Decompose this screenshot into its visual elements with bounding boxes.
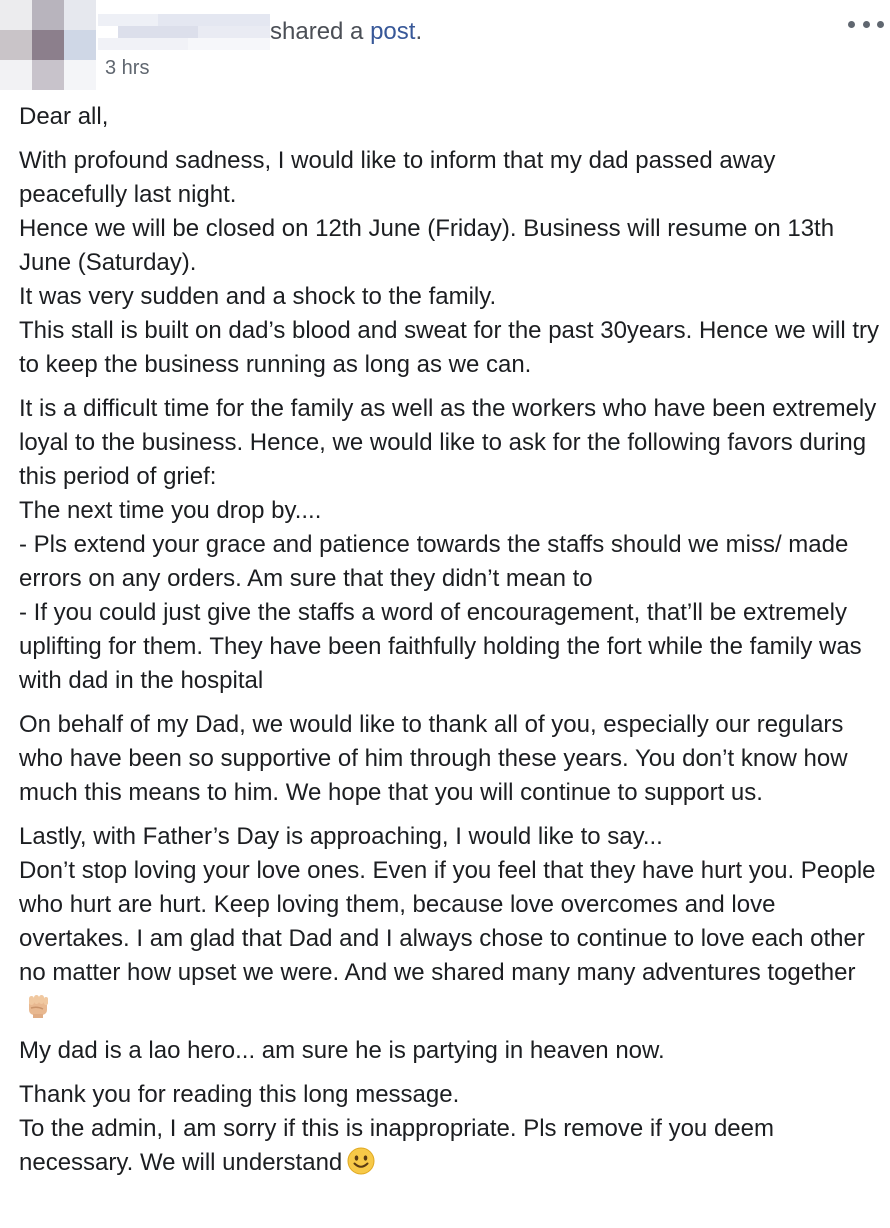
smiling-face-emoji-icon: [346, 1146, 376, 1176]
post-paragraph-fathers-day-text: Lastly, with Father’s Day is approaching, I would like to say... Don’t stop loving your love ones. Even if you feel that they have hurt you. People who hurt are hurt. Keep loving them, because love overcomes and love overtakes. I am glad that Dad and I always chose to continue to love each other no matter how upset we were. And we shared many many adventures together: [19, 823, 876, 986]
post-link[interactable]: post: [370, 18, 416, 45]
post-paragraph-announcement: With profound sadness, I would like to inform that my dad passed away peacefully last night. Hence we will be closed on 12th June (Friday). Business will resume on 13th June (Saturday). It was very sudden and a shock to the family. This stall is built on dad’s blood and sweat for the past 30years. Hence we will try to keep the business running as long as we can.: [19, 147, 879, 378]
shared-period: .: [415, 18, 423, 45]
post-paragraph-greeting: Dear all,: [19, 103, 109, 130]
share-action-text: [270, 17, 422, 47]
post-paragraph-thanks: On behalf of my Dad, we would like to thank all of you, especially our regulars who have been so supportive of him through these years. You don’t know how much this means to him. We hope that you will continue to support us.: [19, 711, 848, 806]
more-options-icon[interactable]: [848, 14, 884, 34]
post-paragraph-favors: It is a difficult time for the family as well as the workers who have been extremely loyal to the business. Hence, we would like to ask for the following favors during this period of grief: The next time you drop by.... - Pls extend your grace and patience towards the staffs should we miss/ made errors on any orders. Am sure that they didn’t mean to - If you could just give the staffs a word of encouragement, that’ll be extremely uplifting for them. They have been faithfully holding the fort while the family was with dad in the hospital: [19, 395, 877, 694]
raised-fist-emoji-icon: [23, 990, 53, 1020]
author-name-redacted[interactable]: [98, 12, 270, 52]
post-paragraph-hero: My dad is a lao hero... am sure he is partying in heaven now.: [19, 1037, 665, 1064]
author-avatar[interactable]: [0, 0, 96, 92]
post-body: [19, 100, 879, 1190]
post-paragraph-fathers-day: [19, 820, 879, 1024]
post-paragraph-closing-text: Thank you for reading this long message. To the admin, I am sorry if this is inappropriate. Pls remove if you deem necessary. We will understand: [19, 1081, 774, 1176]
shared-a-text: shared a: [270, 18, 364, 45]
post-timestamp[interactable]: 3 hrs: [105, 57, 150, 79]
post-paragraph-closing: [19, 1078, 879, 1180]
